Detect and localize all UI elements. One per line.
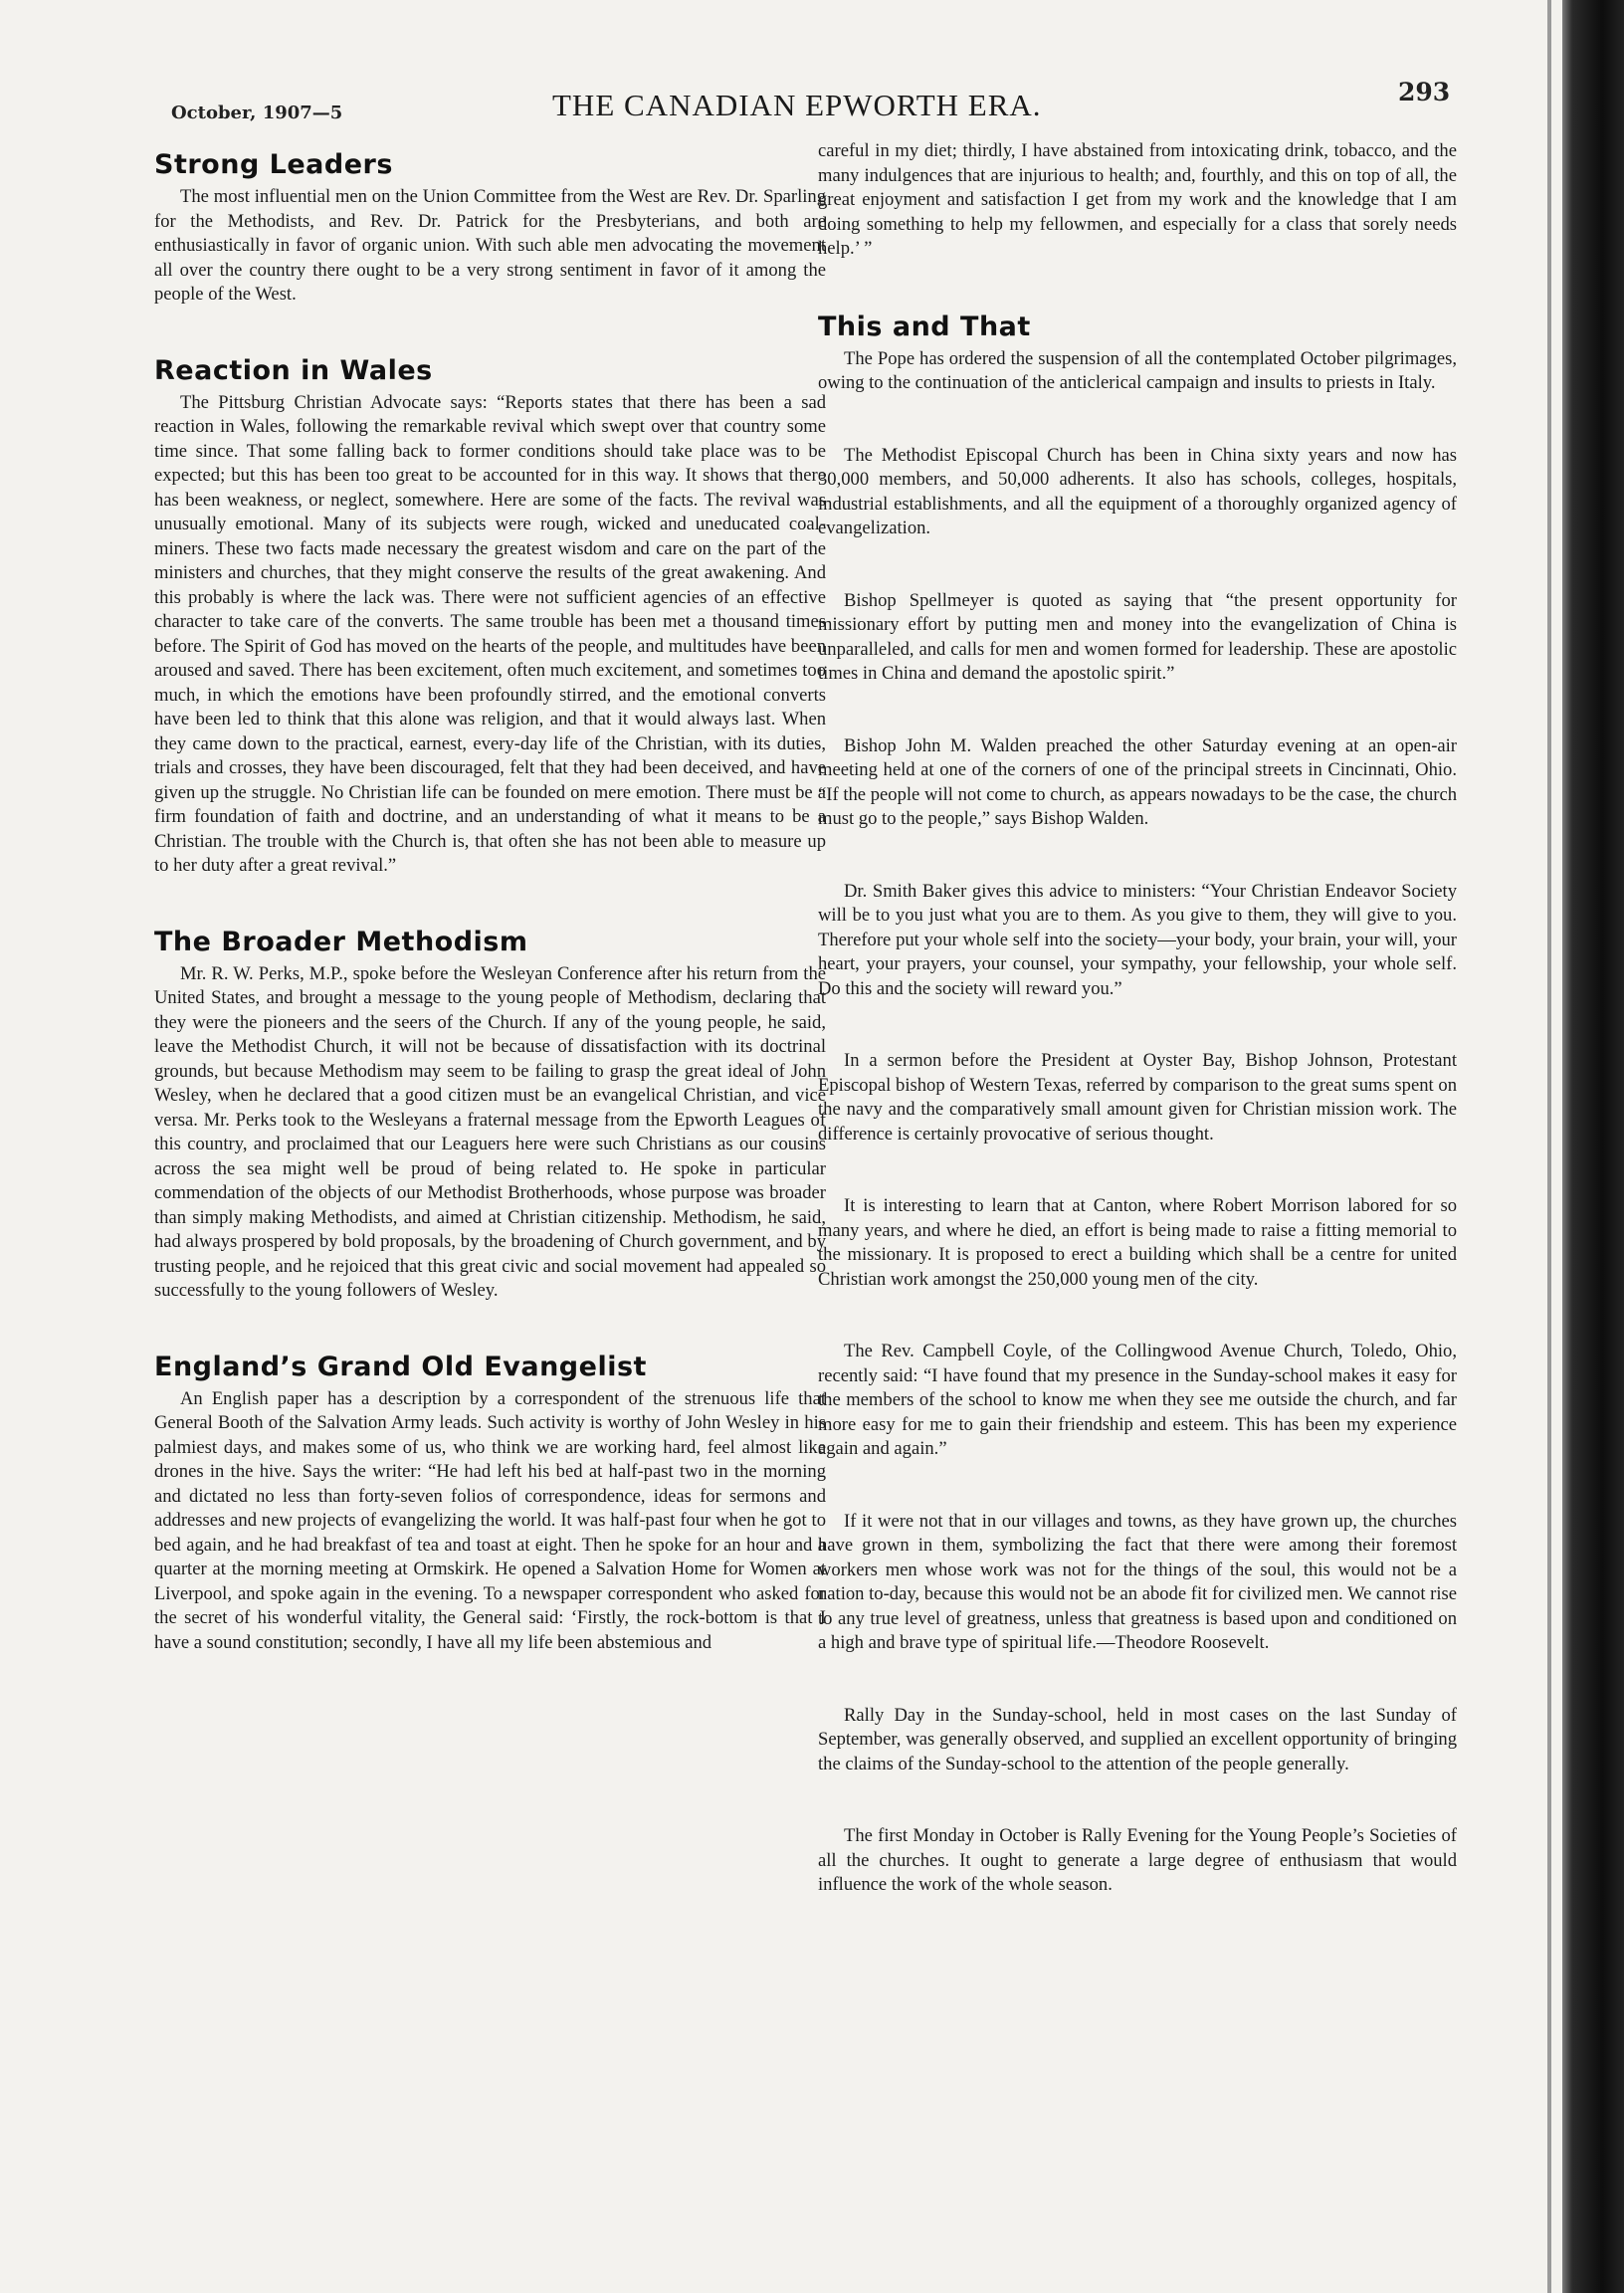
news-item: The Pope has ordered the suspension of all the contemplated October pilgrimages, owing to the continuation of the anticlerical campaign and insults to priests in Italy.	[818, 347, 1457, 393]
article-grand-old-evangelist	[154, 1352, 826, 1656]
article-body: An English paper has a description by a correspondent of the strenuous life that General Booth of the Salvation Army leads. Such activity is worthy of John Wesley in his palmiest days, and makes some of us, who think we are working hard, feel almost like drones in the hive. Says the writer: “He had left his bed at half-past two in the morning and dictated no less than forty-seven folios of correspondence, ideas for sermons and addresses and new projects of evangelizing the world. It was half-past four when he got to bed again, and he had breakfast of tea and toast at eight. Then he spoke for an hour and a quarter at the morning meeting at Ormskirk. He opened a Salvation Home for Women at Liverpool, and spoke again in the evening. To a newspaper correspondent who asked for the secret of his wonderful vitality, the General said: ‘Firstly, the rock-bottom is that I have a sound constitution; secondly, I have all my life been abstemious and	[154, 1387, 826, 1653]
news-item-list	[818, 347, 1457, 1898]
left-column	[154, 149, 826, 1655]
publication-title: THE CANADIAN EPWORTH ERA.	[552, 88, 1042, 122]
issue-date: October, 1907—5	[171, 103, 343, 123]
news-item: The Rev. Campbell Coyle, of the Collingwood Avenue Church, Toledo, Ohio, recently said: “I have found that my presence in the Sunday-school makes it easy for the members of the school to know me when they see me outside the church, and far more easy for me to gain their friendship and esteem. This has been my experience again and again.”	[818, 1341, 1457, 1459]
page-number: 293	[1398, 78, 1451, 106]
article-continuation: careful in my diet; thirdly, I have abstained from intoxicating drink, tobacco, and the many indulgences that are injurious to health; and, fourthly, and this on top of all, the great enjoyment and satisfaction I get from my work and the knowledge that I am doing something to help my fellowmen, and especially for a class that sorely needs help.’ ”	[818, 140, 1457, 259]
article-heading: England’s Grand Old Evangelist	[154, 1351, 647, 1382]
news-item: The first Monday in October is Rally Evening for the Young People’s Societies of all the churches. It ought to generate a large degree of enthusiasm that would influence the work of the whole season.	[818, 1825, 1457, 1895]
news-item: Bishop John M. Walden preached the other Saturday evening at an open-air meeting held at one of the corners of one of the principal streets in Cincinnati, Ohio. “If the people will not come to church, as appears nowadays to be the case, the church must go to the people,” says Bishop Walden.	[818, 734, 1457, 829]
news-item: The Methodist Episcopal Church has been in China sixty years and now has 30,000 members, and 50,000 adherents. It also has schools, colleges, hospitals, industrial establishments, and all the equipment of a thoroughly organized agency of evangelization.	[818, 444, 1457, 538]
news-item: It is interesting to learn that at Canton, where Robert Morrison labored for so many years, and where he died, an effort is being made to raise a fitting memorial to the missionary. It is proposed to erect a building which shall be a centre for united Christian work amongst the 250,000 young men of the city.	[818, 1195, 1457, 1290]
article-broader-methodism	[154, 927, 826, 1304]
article-strong-leaders	[154, 149, 826, 308]
section-heading-this-and-that: This and That	[818, 311, 1031, 342]
article-body: The most influential men on the Union Committee from the West are Rev. Dr. Sparling for the Methodists, and Rev. Dr. Patrick for the Presbyterians, and both are enthusiastically in favor of organic union. With such able men advocating the movement all over the country there ought to be a very strong sentiment in favor of it among the people of the West.	[154, 186, 826, 305]
right-column	[818, 139, 1457, 1898]
article-body: Mr. R. W. Perks, M.P., spoke before the Wesleyan Conference after his return from the United States, and brought a message to the young people of Methodism, declaring that they were the pioneers and the seers of the Church. If any of the young people, he said, leave the Methodist Church, it will not be because of dissatisfaction with its doctrinal grounds, but because Methodism may seem to be failing to grasp the great ideal of John Wesley, when he declared that a good citizen must be an evangelical Christian, and vice versa. Mr. Perks took to the Wesleyans a fraternal message from the Epworth Leagues of this country, and proclaimed that our Leaguers here were such Christians as our cousins across the sea might well be proud of being related to. He spoke in particular commendation of the objects of our Methodist Brotherhoods, whose purpose was broader than simply making Methodists, and aimed at Christian citizenship. Methodism, he said, had always prospered by bold proposals, by the broadening of Church government, and by trusting people, and he rejoiced that this great civic and social movement had appealed so successfully to the young followers of Wesley.	[154, 962, 826, 1301]
article-heading: Reaction in Wales	[154, 354, 433, 386]
news-item: Rally Day in the Sunday-school, held in most cases on the last Sunday of September, was generally observed, and supplied an excellent opportunity of bringing the claims of the Sunday-school to the attention of the people generally.	[818, 1704, 1457, 1774]
news-item: In a sermon before the President at Oyster Bay, Bishop Johnson, Protestant Episcopal bishop of Western Texas, referred by comparison to the great sums spent on the navy and the comparatively small amount given for Christian mission work. The difference is certainly provocative of serious thought.	[818, 1050, 1457, 1145]
page-binding-edge	[1562, 0, 1624, 2293]
news-item: Dr. Smith Baker gives this advice to ministers: “Your Christian Endeavor Society will be to you just what you are to them. As you give to them, they will give to you. Therefore put your whole self into the society—your body, your brain, your will, your heart, your prayers, your counsel, your sympathy, your fellowship, your whole self. Do this and the society will reward you.”	[818, 880, 1457, 999]
news-item: Bishop Spellmeyer is quoted as saying that “the present opportunity for missionary effort by putting men and money into the evangelization of China is unparalleled, and calls for men and women formed for leadership. These are apostolic times in China and demand the apostolic spirit.”	[818, 589, 1457, 684]
news-item: If it were not that in our villages and towns, as they have grown up, the churches have grown in them, symbolizing the fact that there were among their foremost workers men whose work was not for the things of the soul, this would not be a nation to-day, because this would not be an abode fit for civilized men. We cannot rise to any true level of greatness, unless that greatness is based upon and conditioned on a high and brave type of spiritual life.—Theodore Roosevelt.	[818, 1510, 1457, 1653]
article-body: The Pittsburg Christian Advocate says: “Reports states that there has been a sad reaction in Wales, following the remarkable revival which swept over that country some time since. That some falling back to former conditions should take place was to be expected; but this has been too great to be accounted for in this way. It shows that there has been weakness, or neglect, somewhere. Here are some of the facts. The revival was unusually emotional. Many of its subjects were rough, wicked and uneducated coal-miners. These two facts made necessary the greatest wisdom and care on the part of the ministers and churches, that they might conserve the results of the great awakening. And this probably is where the lack was. There were not sufficient agencies of an effective character to take care of the converts. The same trouble has been met a thousand times before. The Spirit of God has moved on the hearts of the people, and multitudes have been aroused and saved. There has been excitement, often much excitement, and sometimes too much, in which the emotions have been profoundly stirred, and the emotional converts have been led to think that this alone was religion, and that it would always last. When they came down to the practical, earnest, every-day life of the Christian, with its duties, trials and crosses, they have been discouraged, felt that they had been deceived, and have given up the struggle. No Christian life can be founded on mere emotion. There must be a firm foundation of faith and doctrine, and an understanding of what it means to be a Christian. The trouble with the Church is, that often she has not been able to measure up to her duty after a great revival.”	[154, 391, 826, 876]
article-heading: The Broader Methodism	[154, 926, 528, 957]
article-heading: Strong Leaders	[154, 149, 393, 180]
article-reaction-in-wales	[154, 355, 826, 879]
page-gutter-line	[1547, 0, 1551, 2293]
